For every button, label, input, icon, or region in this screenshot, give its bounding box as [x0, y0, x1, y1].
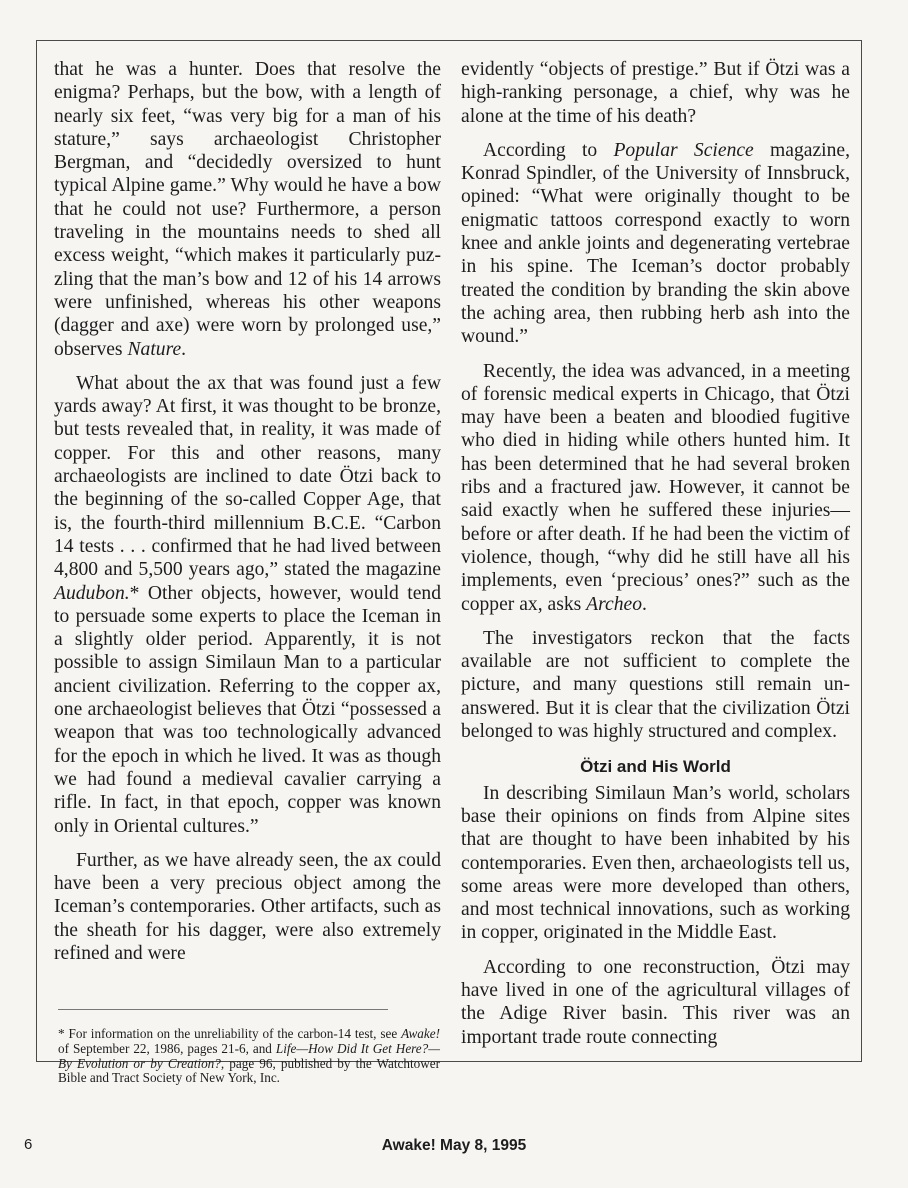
paragraph: In describing Similaun Man’s world, scholars base their opinions on finds from Alpine sites that are thought to have been inhabited by his contemporaries. Even then, archaeologists tell us, some areas were more developed than others, and most technical innovations, such as working in copper, originated in the Middle East. — [461, 782, 850, 944]
paragraph: Recently, the idea was advanced, in a meeting of forensic medical experts in Chicago, that Ötzi may have been a beaten and bloodied fugitive who died in hiding while others hunted him. It has been determined that he had several broken ribs and a fractured jaw. However, it cannot be said exactly when he suffered these injuries—before or after death. If he had been the victim of violence, though, “why did he still have all his implements, even ‘precious’ ones?” such as the copper ax, asks Archeo. — [461, 360, 850, 615]
paragraph: According to one reconstruction, Ötzi may have lived in one of the agricultural villages of the Adige River basin. This river was an important trade route connecting — [461, 956, 850, 1048]
section-subheading: Ötzi and His World — [580, 757, 731, 777]
footnote-divider — [58, 1009, 388, 1010]
paragraph: that he was a hunter. Does that resolve the enigma? Perhaps, but the bow, with a length of nearly six feet, “was very big for a man of his stature,” says archaeologist Christopher Bergman, and “decidedly oversized to hunt typical Alpine game.” Why would he have a bow that he could not use? Furthermore, a person traveling in the mountains needs to shed all excess weight, “which makes it particularly puzzling that the man’s bow and 12 of his 14 arrows were unfinished, whereas his other weapons (dagger and axe) were worn by prolonged use,” observes Nature. — [54, 59, 441, 360]
paragraph: Further, as we have already seen, the ax could have been a very precious object among the Iceman’s contemporaries. Other artifacts, such as the sheath for his dagger, were also extremely refined and were — [54, 849, 441, 964]
paragraph: According to Popular Science magazine, Konrad Spindler, of the University of Innsbruck, opined: “What were originally thought to be enigmatic tattoos correspond exactly to worn knee and ankle joints and degenerating vertebrae in his spine. The Iceman’s doctor probably treated the condition by branding the skin above the aching area, then rubbing herb ash into the wound.” — [461, 139, 850, 348]
page-number: 6 — [24, 1136, 33, 1153]
paragraph: The investigators reckon that the facts available are not sufficient to complete the picture, and many questions still remain unanswered. But it is clear that the civilization Ötzi belonged to was highly structured and complex. — [461, 627, 850, 743]
paragraph: evidently “objects of prestige.” But if Ötzi was a high-ranking personage, a chief, why was he alone at the time of his death? — [461, 59, 850, 127]
publication-footer: Awake! May 8, 1995 — [381, 1137, 527, 1154]
footnote: * For information on the unreliability of the carbon-14 test, see Awake! of September 22, 1986, pages 21-6, and Life—How Did It Get Here?—By Evolution or by Creation?, page 96, published by the Watchtower Bible and Tract Society of New York, Inc. — [58, 1026, 440, 1086]
left-column — [54, 58, 441, 976]
right-column — [461, 58, 850, 1060]
paragraph: What about the ax that was found just a few yards away? At first, it was thought to be bronze, but tests revealed that, in reality, it was made of copper. For this and other reasons, many archaeologists are inclined to date Ötzi back to the beginning of the so-called Copper Age, that is, the fourth-third millennium B.C.E. “Carbon 14 tests . . . confirmed that he had lived between 4,800 and 5,500 years ago,” stated the magazine Audubon.* Other objects, however, would tend to persuade some experts to place the Iceman in a slightly older period. Apparently, it is not possible to assign Similaun Man to a particular ancient civilization. Referring to the copper ax, one archaeologist believes that Ötzi “possessed a weapon that was too technologically advanced for the epoch in which he lived. It was as though we had found a medieval cavalier carrying a rifle. In fact, in that epoch, copper was known only in Oriental cultures.” — [54, 372, 441, 837]
